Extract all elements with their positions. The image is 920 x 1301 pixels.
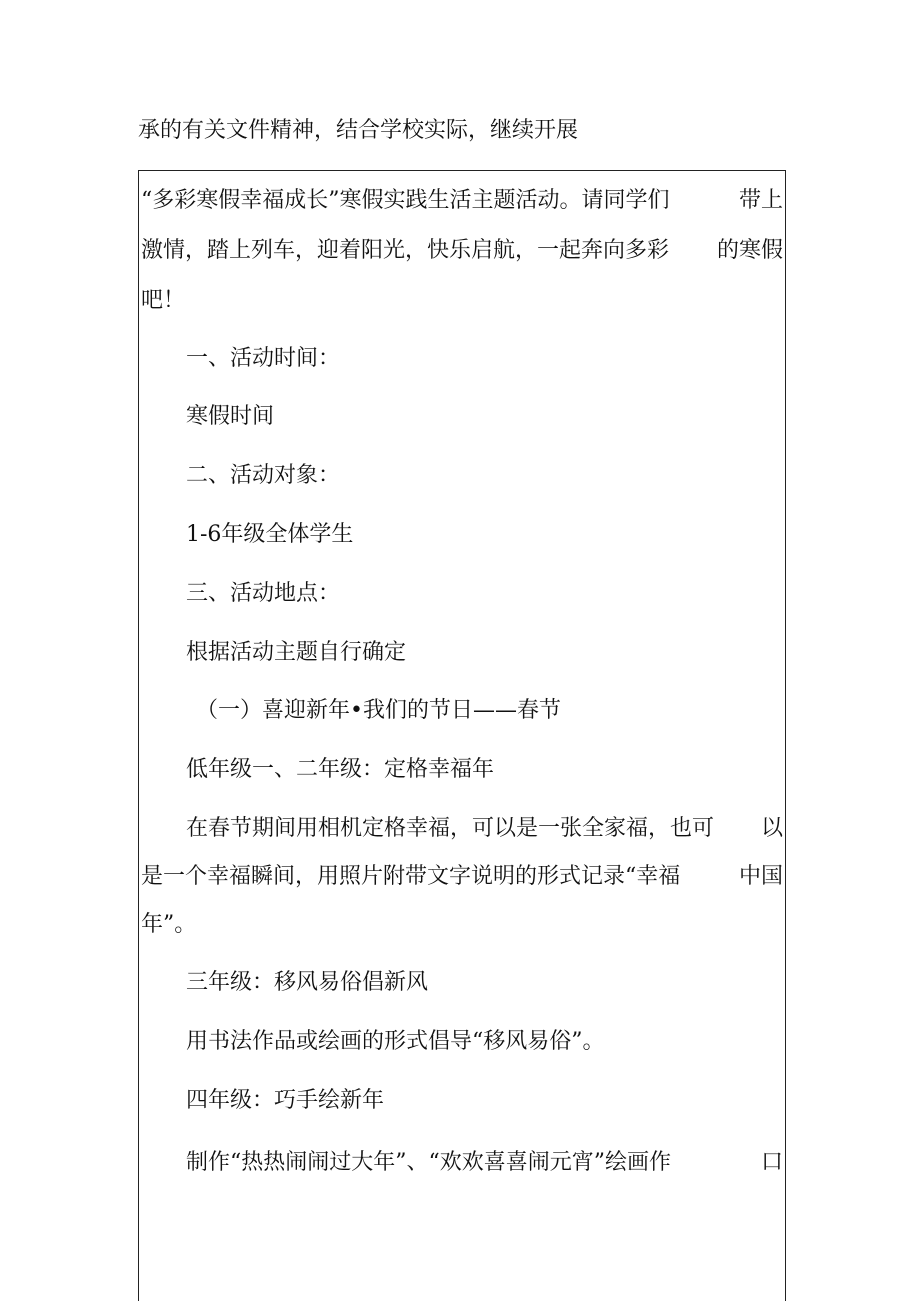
target-value: 1-6年级全体学生	[186, 522, 354, 547]
place-heading: 三、活动地点：	[186, 581, 341, 606]
intro-line-1-text: “多彩寒假幸福成长”寒假实践生活主题活动。请同学们	[141, 188, 670, 213]
content-frame	[138, 170, 786, 1301]
grade-low-title: 低年级一、二年级：定格幸福年	[186, 757, 495, 782]
target-heading: 二、活动对象：	[186, 463, 341, 488]
intro-line-3: 吧！	[141, 288, 186, 313]
grade-three-title: 三年级：移风易俗倡新风	[186, 970, 429, 995]
intro-line-2	[141, 236, 783, 266]
intro-line-2-tail: 的寒假	[716, 238, 783, 263]
grade-low-line-1-text: 在春节期间用相机定格幸福，可以是一张全家福，也可	[186, 816, 715, 841]
grade-four-line-1-tail: 口	[760, 1150, 783, 1175]
place-value: 根据活动主题自行确定	[186, 640, 407, 665]
intro-line-2-text: 激情，踏上列车，迎着阳光，快乐启航，一起奔向多彩	[141, 238, 670, 263]
grade-four-title: 四年级：巧手绘新年	[186, 1088, 385, 1113]
time-value: 寒假时间	[186, 404, 275, 429]
grade-three-text: 用书法作品或绘画的形式倡导“移风易俗”。	[186, 1029, 605, 1054]
sub-heading: （一）喜迎新年•我们的节日——春节	[196, 698, 561, 723]
grade-low-line-3: 年”。	[141, 912, 197, 937]
intro-line-1	[141, 186, 783, 216]
grade-low-line-1	[186, 814, 783, 844]
grade-low-line-1-tail: 以	[760, 816, 783, 841]
grade-four-line-1-text: 制作“热热闹闹过大年”、“欢欢喜喜闹元宵”绘画作	[186, 1150, 671, 1175]
grade-low-line-2-text: 是一个幸福瞬间，用照片附带文字说明的形式记录“幸福	[141, 864, 681, 889]
grade-low-line-2-tail: 中国	[738, 864, 783, 889]
intro-line-1-tail: 带上	[738, 188, 783, 213]
grade-four-line-1	[186, 1148, 783, 1178]
time-heading: 一、活动时间：	[186, 346, 341, 371]
top-line: 承的有关文件精神，结合学校实际，继续开展	[138, 118, 579, 143]
grade-low-line-2	[141, 862, 783, 892]
